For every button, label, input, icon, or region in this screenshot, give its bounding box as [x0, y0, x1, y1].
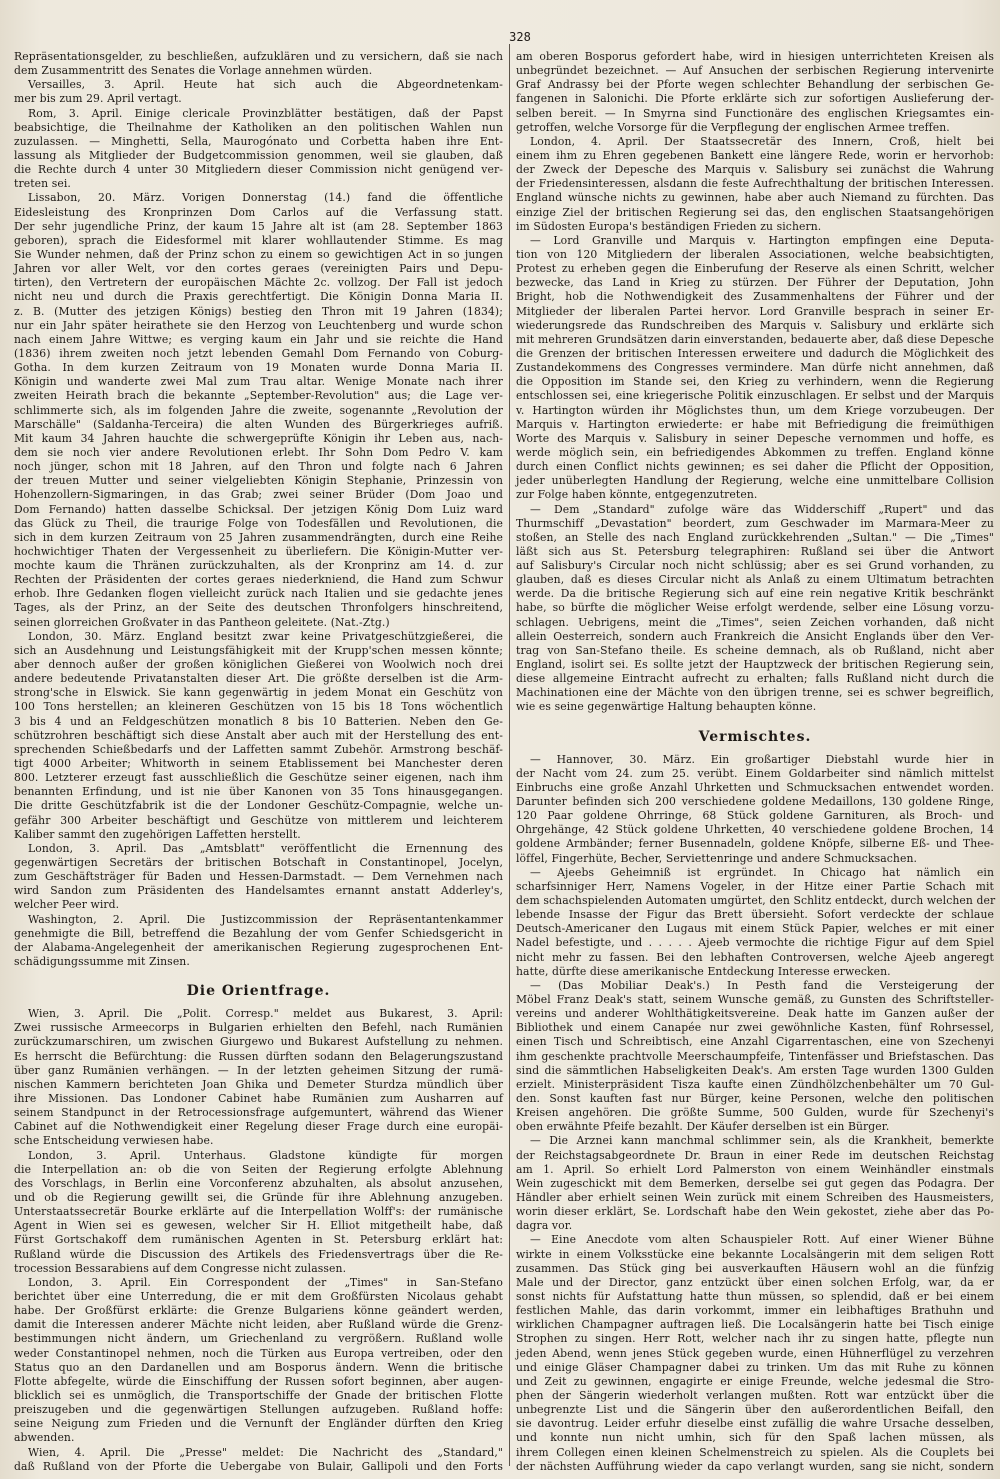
- text-line: und einige Gläser Champagner dabei zu trinken. Um das mit Ruhe zu können: [516, 1360, 994, 1374]
- text-line: Die dritte Geschützfabrik ist die der Londoner Geschütz-Compagnie, welche un-: [14, 799, 503, 813]
- text-line: werde möglich sein, ein befriedigendes Abkommen zu treffen. England könne: [516, 445, 994, 459]
- text-line: und ob die Regierung gewillt sei, die Gründe für ihre Ablehnung anzugeben.: [14, 1190, 503, 1204]
- text-line: den. Sonst kauften fast nur Bürger, keine Personen, welche den politischen: [516, 1091, 994, 1105]
- text-line: Strophen zu singen. Herr Rott, welcher nach ihr zu singen hatte, pflegte nun: [516, 1332, 994, 1346]
- text-line: dagra vor.: [516, 1219, 573, 1233]
- text-line: bestimmungen nicht ändern, um Griechenland zu vergrößern. Rußland wolle: [14, 1332, 503, 1346]
- text-line: nischen Kammern berichteten Joan Ghika und Demeter Sturdza mündlich über: [14, 1077, 503, 1091]
- text-line: ihrem Collegen einen kleinen Schelmenstreich zu spielen. Als die Couplets bei: [516, 1445, 994, 1459]
- text-line: jeder unüberlegten Handlung der Regierung, welche eine unmittelbare Collision: [516, 474, 994, 488]
- text-line: mit mehreren Grundsätzen darin einverstanden, bedauerte aber, daß diese Depesche: [516, 332, 994, 346]
- text-line: Deutsch-Americaner den Lugaus mit einem Stück Papier, welches er mit einer: [516, 922, 994, 936]
- text-line: (1836) ihrem zweiten noch jetzt lebenden Gemahl Dom Fernando von Coburg-: [14, 346, 503, 360]
- text-line: jeden Abend, wenn jenes Stück gegeben wurde, einen Hühnerflügel zu verzehren: [516, 1346, 994, 1360]
- text-line: treten sei.: [14, 177, 71, 191]
- text-line: tigt 4000 Arbeiter; Whitworth in seinem Etablissement bei Manchester deren: [14, 757, 503, 771]
- text-line: Status quo an den Dardanellen und am Bosporus ändern. Wenn die britische: [14, 1360, 503, 1374]
- text-line: zur Folge haben könnte, entgegenzutreten.: [516, 488, 758, 502]
- text-line: welcher Peer wird.: [14, 898, 120, 912]
- text-line: trocession Bessarabiens auf dem Congresse nicht zulassen.: [14, 1261, 347, 1275]
- text-line: ihre Missionen. Das Londoner Cabinet habe Rumänien zum Ausharren auf: [14, 1091, 503, 1105]
- text-line: beabsichtige, die Theilnahme der Katholiken an den politischen Wahlen nun: [14, 120, 503, 134]
- text-line: Washington, 2. April. Die Justizcommission der Repräsentantenkammer: [28, 912, 503, 926]
- text-line: glauben, daß es dieses Circular nicht als Anlaß zu einem Ultimatum betrachten: [516, 573, 994, 587]
- text-line: die Opposition im Stande sei, den Krieg zu verhindern, wenn die Regierung: [516, 375, 994, 389]
- text-line: selben bereit. — In Smyrna sind Functionäre des englischen Kriegsamtes ein-: [516, 106, 994, 120]
- text-line: sche Entscheidung verwiesen habe.: [14, 1134, 214, 1148]
- text-line: stoßen, an Stelle des nach England zurückkehrenden „Sultan." — Die „Times": [516, 530, 994, 544]
- text-line: Möbel Franz Deak's statt, seinem Wunsche gemäß, zu Gunsten des Schriftsteller-: [516, 993, 994, 1006]
- text-line: London, 3. April. Unterhaus. Gladstone kündigte für morgen: [28, 1148, 503, 1162]
- text-line: nicht neu und durch die Praxis gerechtfertigt. Die Königin Donna Maria II.: [14, 290, 503, 304]
- text-line: Nadel befestigte, und . . . . . Ajeeb vermochte die richtige Figur auf dem Spiel: [516, 936, 994, 950]
- text-line: schützrohren beschäftigt sich diese Anstalt aber auch mit der Herstellung des ent-: [14, 728, 503, 742]
- right-column: [516, 44, 996, 1473]
- text-line: allein Oesterreich, sondern auch Frankreich die Ansicht Englands über den Ver-: [516, 629, 994, 643]
- text-line: sind die sämmtlichen Habseligkeiten Deak's. Am ersten Tage wurden 1300 Gulden: [516, 1063, 994, 1077]
- text-line: phen der Sängerin wiederholt verlangen mußten. Rott war entzückt über die: [516, 1388, 994, 1402]
- text-line: die Rechte durch 4 unter 30 Mitgliedern dieser Commission nicht genügend ver-: [14, 163, 503, 177]
- text-line: nur ein Jahr später heirathete sie den Herzog von Leuchtenberg und wurde schon: [14, 318, 503, 332]
- text-line: des Vorschlags, in Berlin eine Vorconferenz abzuhalten, als absolut anzusehen,: [14, 1176, 503, 1190]
- text-line: bezwecke, das Land in Krieg zu stürzen. Der Führer der Deputation, John: [516, 276, 994, 290]
- text-line: Repräsentationsgelder, zu beschließen, aufzuklären und zu versichern, daß sie nach: [14, 50, 503, 63]
- text-line: — Ajeebs Geheimniß ist ergründet. In Chicago hat nämlich ein: [530, 865, 994, 879]
- text-line: damit die Interessen anderer Mächte nicht leiden, aber Rußland würde die Grenz-: [14, 1318, 503, 1332]
- text-line: zurückzumarschiren, um zwischen Giurgewo und Bukarest Aufstellung zu nehmen.: [14, 1035, 503, 1049]
- text-line: aber dennoch außer der großen königlichen Gießerei von Woolwich noch drei: [14, 658, 503, 672]
- text-line: noch jünger, schon mit 18 Jahren, auf den Thron und folgte nach 6 Jahren: [14, 460, 503, 474]
- text-line: Flotte abfegelte, würde die Einschiffung der Russen sofort beginnen, aber augen-: [14, 1374, 503, 1388]
- text-line: Gotha. In dem kurzen Zeitraum von 19 Monaten wurde Donna Maria II.: [14, 361, 503, 375]
- text-line: Zwei russische Armeecorps in Bulgarien erhielten den Befehl, nach Rumänien: [14, 1021, 503, 1035]
- text-line: sich an Ausdehnung und Leistungsfähigkeit mit der Krupp'schen messen könnte;: [14, 643, 503, 657]
- section-heading: Die Orientfrage.: [186, 983, 331, 1000]
- text-line: einen Tisch und Schreibtisch, eine Anzahl Cigarrentaschen, eine von Szechenyi: [516, 1035, 994, 1049]
- text-line: weder Constantinopel nehmen, noch die Türken aus Europa vertreiben, oder den: [14, 1346, 503, 1360]
- text-line: London, 3. April. Ein Correspondent der „Times" in San-Stefano: [28, 1275, 503, 1289]
- text-line: entschlossen sei, eine kriegerische Politik einzuschlagen. Er selbst und der Marquis: [516, 389, 994, 403]
- text-line: der treuen Mutter und seiner vielgeliebten Königin Stephanie, Prinzessin von: [14, 474, 503, 488]
- text-line: Der sehr jugendliche Prinz, der kaum 15 Jahre alt ist (am 28. September 1863: [14, 219, 503, 233]
- text-line: über ganz Rumänien verhängen. — In der letzten geheimen Sitzung der rumä-: [14, 1063, 503, 1077]
- text-line: mochte kaum die Thränen zurückzuhalten, als der Kronprinz am 14. d. zur: [14, 559, 503, 573]
- text-line: — Dem „Standard" zufolge wäre das Widderschiff „Rupert" und das: [530, 502, 994, 516]
- text-line: wirkte in einem Volksstücke eine bekannte Localsängerin mit dem seligen Rott: [516, 1247, 994, 1261]
- text-line: 100 Tons herstellen; an kleineren Geschützen von 15 bis 18 Tons wöchentlich: [14, 700, 503, 714]
- text-line: Bright, hob die Nothwendigkeit des Zusammenhaltens der Führer und der: [516, 290, 994, 304]
- text-line: England, isolirt sei. Es sollte jetzt der Hauptzweck der britischen Regierung sein,: [516, 658, 994, 672]
- text-line: seinen glorreichen Großvater in das Pantheon geleitete. (Nat.-Ztg.): [14, 615, 390, 629]
- text-line: löffel, Fingerhüte, Becher, Serviettenringe und andere Schmucksachen.: [516, 851, 918, 865]
- text-line: 3 bis 4 und an Feldgeschützen monatlich 8 bis 10 Batterien. Neben den Ge-: [14, 714, 503, 728]
- text-line: Einbruchs eine große Anzahl Uhrketten und Schmucksachen entwendet worden.: [516, 780, 994, 794]
- text-line: habe. Der Großfürst erklärte: die Grenze Bulgariens könne geändert werden,: [14, 1304, 503, 1318]
- text-line: am 1. April. So erhielt Lord Palmerston von einem Weinhändler einstmals: [516, 1162, 994, 1176]
- text-line: abwenden.: [14, 1431, 75, 1445]
- text-line: scharfsinniger Herr, Namens Vogeler, in der Hitze einer Partie Schach mit: [516, 879, 994, 893]
- text-line: schlagen. Uebrigens, meint die „Times", seien Zeichen vorhanden, daß nicht: [516, 615, 994, 629]
- section-heading: Vermischtes.: [698, 728, 812, 745]
- text-line: auf Salisbury's Circular noch nicht schlüssig; aber es sei Grund vorhanden, zu: [516, 559, 994, 573]
- text-line: lebende Insasse der Figur das Brett übersieht. Sofort verdeckte der schlaue: [516, 908, 994, 922]
- text-line: Darunter befinden sich 200 verschiedene goldene Medaillons, 130 goldene Ringe,: [516, 795, 994, 809]
- text-line: Eidesleistung des Kronprinzen Dom Carlos auf die Verfassung statt.: [14, 205, 503, 219]
- text-line: vereins und anderer Wohlthätigkeitsvereine. Deak hatte im Ganzen außer der: [516, 1007, 994, 1021]
- text-line: Graf Andrassy bei der Pforte wegen schlechter Behandlung der serbischen Ge-: [516, 78, 994, 92]
- text-line: London, 3. April. Das „Amtsblatt" veröffentlicht die Ernennung des: [28, 841, 503, 855]
- text-line: Sie Wunder nehmen, daß der Prinz schon zu einem so gewichtigen Act in so jungen: [14, 247, 503, 261]
- text-line: dem sie noch vier andere Revolutionen erlebt. Ihr Sohn Dom Pedro V. kam: [14, 445, 503, 459]
- text-line: sie davontrug. Leider erfuhr dieselbe einst zufällig die wahre Ursache desselben,: [516, 1417, 994, 1431]
- text-line: Kaliber sammt den zugehörigen Laffetten herstellt.: [14, 827, 301, 841]
- text-line: im Südosten Europa's beständigen Frieden zu sichern.: [516, 219, 822, 233]
- text-line: Lissabon, 20. März. Vorigen Donnerstag (14.) fand die öffentliche: [28, 191, 503, 205]
- text-line: hatte, dürfte diese amerikanische Entdeckung Interesse erwecken.: [516, 964, 891, 978]
- text-line: der nächsten Aufführung wieder da capo verlangt wurden, sang sie nicht, sondern: [516, 1459, 994, 1473]
- text-line: — (Das Mobiliar Deak's.) In Pesth fand die Versteigerung der: [530, 978, 994, 992]
- text-line: erhob. Ihre Gedanken flogen vielleicht zurück nach Italien und sie gedachte jenes: [14, 587, 503, 601]
- text-line: Machinationen eine der Mächte von den übrigen trenne, sei es schwer begreiflich,: [516, 686, 994, 700]
- text-line: Jahren vor aller Welt, vor den cortes geraes (vereinigten Pairs und Depu-: [14, 262, 503, 276]
- text-line: strong'sche in Elswick. Sie kann gegenwärtig in jedem Monat ein Geschütz von: [14, 686, 503, 700]
- text-line: daß Rußland von der Pforte die Uebergabe von Bulair, Gallipoli und den Forts: [14, 1459, 503, 1473]
- text-line: Male und der Director, ganz entzückt über einen solchen Erfolg, war, da er: [516, 1275, 994, 1289]
- text-line: geboren), sprach die Eidesformel mit klarer wohllautender Stimme. Es mag: [14, 233, 503, 247]
- text-line: dem schachspielenden Automaten umgürtet, den Schlitz entdeckt, durch welchen der: [516, 894, 996, 908]
- text-line: wiederungsrede das Rundschreiben des Marquis v. Salisbury und erklärte sich: [516, 318, 994, 332]
- text-line: seine Neigung zum Frieden und die Vernunft der Engländer dürften den Krieg: [14, 1417, 503, 1431]
- text-line: Protest zu erheben gegen die Einberufung der Reserve als einen Schritt, welcher: [516, 262, 994, 276]
- text-line: und konnte nun nicht umhin, sich für den Spaß lachen müssen, als: [516, 1431, 994, 1445]
- text-line: werde. Da die britische Regierung sich auf eine rein negative Kritik beschränkt: [516, 587, 994, 601]
- text-line: Bibliothek und einem Canapée nur zwei gewöhnliche Kasten, fünf Rohrsessel,: [516, 1021, 994, 1035]
- text-line: preiszugeben und die gegenwärtigen Stellungen aufzugeben. Rußland hoffe:: [14, 1403, 503, 1417]
- text-line: England wünsche nichts zu gewinnen, habe aber auch Niemand zu fürchten. Das: [516, 191, 994, 205]
- text-line: Thurmschiff „Devastation" beordert, zum Geschwader im Marmara-Meer zu: [516, 516, 994, 530]
- text-line: sich in dem kurzen Zeitraum von 25 Jahren zusammendrängten, durch eine Reihe: [14, 530, 503, 544]
- text-line: mer bis zum 29. April vertagt.: [14, 92, 182, 106]
- text-line: wird Sandon zum Präsidenten des Handelsamtes ernannt anstatt Adderley's,: [14, 884, 503, 898]
- text-line: genehmigte die Bill, betreffend die Bezahlung der vom Genfer Schiedsgericht in: [14, 926, 503, 940]
- text-line: seinem Standpunct in der Retrocessionsfrage aufgemuntert, während das Wiener: [14, 1106, 503, 1120]
- text-line: der Friedensinteressen, alsdann die feste Aufrechthaltung der britischen Interessen.: [516, 177, 994, 191]
- text-line: diese allgemeine Eintracht aufrecht zu erhalten; falls Rußland nicht durch die: [516, 672, 994, 686]
- text-line: Marschälle" (Saldanha-Terceira) die alten Wunden des Bürgerkrieges aufriß.: [14, 417, 503, 431]
- text-line: erzielt. Ministerpräsident Tisza kaufte einen Zündhölzchenbehälter um 70 Gul-: [516, 1077, 994, 1091]
- text-line: nicht mehr zu fassen. Bei den lebhaften Controversen, welche Ajeeb angeregt: [516, 950, 994, 964]
- text-line: Ohrgehänge, 42 Stück goldene Uhrketten, 40 verschiedene goldene Brochen, 14: [516, 823, 994, 837]
- text-line: schlimmerte sich, als im folgenden Jahre die zweite, sogenannte „Revolution der: [14, 403, 503, 417]
- text-line: Unterstaatssecretär Bourke erklärte auf die Interpellation Wolff's: der rumänische: [14, 1205, 503, 1219]
- text-line: Marquis v. Hartington erwiederte: er habe mit Befriedigung die freimüthigen: [516, 417, 994, 431]
- text-line: sonst nichts für Aufstattung hatte thun müssen, so splendid, daß er bei einem: [516, 1289, 994, 1303]
- text-line: einem ihm zu Ehren gegebenen Bankett eine längere Rede, worin er hervorhob:: [516, 148, 994, 162]
- text-line: — Eine Anecdote vom alten Schauspieler Rott. Auf einer Wiener Bühne: [530, 1233, 994, 1247]
- text-line: und Zeit zu gewinnen, engagirte er einige Freunde, welche jedesmal die Stro-: [516, 1374, 994, 1388]
- text-line: Versailles, 3. April. Heute hat sich auch die Abgeordnetenkam-: [28, 78, 503, 92]
- text-line: fangenen in Salonichi. Die Pforte erklärte sich zur sofortigen Auslieferung der-: [516, 92, 994, 106]
- text-line: sprechenden Schießbedarfs und der Laffetten sammt Zubehör. Armstrong beschäf-: [14, 742, 503, 756]
- text-line: andere bedeutende Privatanstalten dieser Art. Die größte derselben ist die Arm-: [14, 672, 503, 686]
- text-line: der Zweck der Depesche des Marquis v. Salisbury sei zunächst die Wahrung: [516, 163, 994, 177]
- text-line: worin dieser erklärt, Se. Lordschaft habe den Wein gekostet, ziehe aber das Po-: [516, 1205, 994, 1219]
- text-line: 800. Letzterer erzeugt fast ausschließlich die Geschütze seiner eigenen, nach ihm: [14, 771, 503, 785]
- text-line: Cabinet auf die Nothwendigkeit einer Regelung dieser Frage durch eine europäi-: [14, 1120, 503, 1134]
- text-line: Mit kaum 34 Jahren hauchte die schwergeprüfte Königin ihr Leben aus, nach-: [14, 431, 503, 445]
- text-line: die Interpellation an: ob die von Seiten der Regierung erfolgte Ablehnung: [14, 1162, 503, 1176]
- text-line: dem Zusammentritt des Senates die Vorlage annehmen würden.: [14, 64, 373, 78]
- text-line: läßt sich aus St. Petersburg telegraphiren: Rußland sei über die Antwort: [516, 544, 994, 558]
- text-line: London, 4. April. Der Staatssecretär des Innern, Croß, hielt bei: [530, 134, 994, 148]
- text-line: schädigungssumme mit Zinsen.: [14, 955, 190, 968]
- text-line: durch einen Conflict nichts gewinnen; es sei daher die Pflicht der Opposition,: [516, 460, 994, 474]
- text-line: benannten Erfindung, und ist nie über Kanonen von 35 Tons hinausgegangen.: [14, 785, 503, 799]
- text-line: Rom, 3. April. Einige clericale Provinzblätter bestätigen, daß der Papst: [28, 106, 503, 120]
- text-line: Dom Fernando) hatten dasselbe Schicksal. Der jetzigen König Dom Luiz ward: [14, 502, 503, 516]
- text-line: Rußland würde die Discussion des Artikels des Friedensvertrags über die Re-: [14, 1247, 503, 1261]
- text-line: unbegrenzte List und die Sängerin über den außerordentlichen Beifall, den: [516, 1403, 994, 1417]
- text-line: zweiten Heirath brach die bekannte „September-Revolution" aus; die Lage ver-: [14, 389, 503, 403]
- text-line: Es herrscht die Befürchtung: die Russen dürften sodann den Belagerungszustand: [14, 1049, 503, 1063]
- text-line: Rechten der Präsidenten der cortes geraes niederkniend, die Hand zum Schwur: [14, 573, 503, 587]
- text-line: getroffen, welche Vorsorge für die Verpflegung der englischen Armee treffen.: [516, 120, 950, 134]
- text-line: nach einem Jahre Wittwe; es verging kaum ein Jahr und sie reichte die Hand: [14, 332, 503, 346]
- text-line: zusammen. Das Stück ging bei ausverkauften Häusern wohl an die fünfzig: [516, 1261, 994, 1275]
- text-line: hochwichtiger Thaten der Vergessenheit zu überliefern. Die Königin-Mutter ver-: [14, 544, 503, 558]
- text-line: am oberen Bosporus gefordert habe, wird in hiesigen unterrichteten Kreisen als: [516, 50, 994, 63]
- text-line: — Die Arznei kann manchmal schlimmer sein, als die Krankheit, bemerkte: [530, 1134, 994, 1148]
- text-line: Fürst Gortschakoff dem rumänischen Agenten in St. Petersburg erklärt hat:: [14, 1233, 503, 1247]
- text-line: Tages, als der Prinz, an der Seite des deutschen Thronfolgers hinschreitend,: [14, 601, 503, 615]
- text-line: lassung als Mitglieder der Budgetcommission genommen, weil sie glauben, daß: [14, 148, 503, 162]
- text-line: zum Geschäftsträger für Baden und Hessen-Darmstadt. — Dem Vernehmen nach: [14, 870, 503, 884]
- text-line: Kreisen angehören. Die größte Summe, 500 Gulden, wurde für Szechenyi's: [516, 1106, 994, 1120]
- text-line: Mitglieder der liberalen Partei hervor. Lord Granville besprach in seiner Er-: [516, 304, 994, 318]
- text-line: gefähr 300 Arbeiter beschäftigt und Geschütze von mittlerem und leichterem: [14, 813, 503, 827]
- text-line: gegenwärtigen Secretärs der britischen Botschaft in Constantinopel, Jocelyn,: [14, 856, 503, 870]
- text-line: der Nacht vom 24. zum 25. verübt. Einem Goldarbeiter sind nämlich mittelst: [516, 766, 994, 780]
- text-line: einzige Ziel der britischen Regierung sei das, den englischen Staatsangehörigen: [516, 205, 994, 219]
- text-line: z. B. (Mutter des jetzigen Königs) bestieg den Thron mit 19 Jahren (1834);: [14, 304, 503, 318]
- text-line: tion von 120 Mitgliedern der liberalen Associationen, welche beabsichtigten,: [516, 247, 994, 261]
- text-line: Worte des Marquis v. Salisbury in seiner Depesche vernommen und hoffe, es: [516, 431, 994, 445]
- text-line: Wein zugeschickt mit dem Bemerken, derselbe sei gut gegen das Podagra. Der: [516, 1176, 994, 1190]
- text-line: Königin und wanderte zwei Mal zum Trau altar. Wenige Monate nach ihrer: [14, 375, 503, 389]
- text-line: Wien, 3. April. Die „Polit. Corresp." meldet aus Bukarest, 3. April:: [28, 1007, 503, 1021]
- left-column: [14, 44, 503, 1473]
- text-line: habe, so bürfte die möglicher Weise erfolgt werdende, selber eine Lösung vorzu-: [516, 601, 994, 615]
- text-line: die Grenzen der britischen Interessen erweitere und dadurch die Möglichkeit des: [516, 346, 994, 360]
- text-line: blicklich sei es unmöglich, die Transportschiffe der Gnade der britischen Flotte: [14, 1388, 503, 1402]
- text-line: Agent in Wien sei es gewesen, welcher Sir H. Elliot mitgetheilt habe, daß: [14, 1219, 503, 1233]
- text-line: Zustandekommens des Congresses vermindere. Man dürfe nicht annehmen, daß: [516, 361, 994, 375]
- text-line: wie es seine gegenwärtige Haltung behaupten könne.: [516, 700, 817, 714]
- text-line: trag von San-Stefano theile. Es scheine demnach, als ob Rußland, nicht aber: [516, 643, 994, 657]
- text-line: ihm geschenkte prachtvolle Meerschaumpfeife, Tintenfässer und Briefstaschen. Das: [516, 1049, 994, 1063]
- text-line: tirten), den Vertretern der europäischen Mächte 2c. vollzog. Der Fall ist jedoch: [14, 276, 503, 290]
- text-line: das Glück zu Theil, die traurige Folge von Todesfällen und Revolutionen, die: [14, 516, 503, 530]
- text-line: — Hannover, 30. März. Ein großartiger Diebstahl wurde hier in: [530, 752, 994, 766]
- text-line: London, 30. März. England besitzt zwar keine Privatgeschützgießerei, die: [28, 629, 503, 643]
- text-line: goldene Armbänder; ferner Busennadeln, goldene Knöpfe, silberne Eß- und Thee-: [516, 837, 994, 851]
- text-line: Wien, 4. April. Die „Presse" meldet: Die Nachricht des „Standard,": [28, 1445, 503, 1459]
- text-line: — Lord Granville und Marquis v. Hartington empfingen eine Deputa-: [530, 233, 994, 247]
- text-line: unbegründet bezeichnet. — Auf Ansuchen der serbischen Regierung intervenirte: [516, 64, 994, 78]
- text-line: der Alabama-Angelegenheit der amerikanischen Regierung zugesprochenen Ent-: [14, 940, 503, 954]
- text-line: 120 Paar goldene Ohrringe, 68 Stück goldene Garnituren, als Broch- und: [516, 809, 994, 823]
- text-line: berichtet über eine Unterredung, die er mit dem Großfürsten Nicolaus gehabt: [14, 1289, 503, 1303]
- text-line: v. Hartington würden ihr Möglichstes thun, um dem Kriege vorzubeugen. Der: [516, 403, 994, 417]
- text-line: Hohenzollern-Sigmaringen, in das Grab; zwei seiner Brüder (Dom Joao und: [14, 488, 503, 502]
- column-rule: [509, 44, 510, 1466]
- text-line: oben erwähnte Pfeife bezahlt. Der Käufer derselben ist ein Bürger.: [516, 1120, 890, 1134]
- text-line: festlichen Mahle, das darin vorkommt, immer ein leibhaftiges Brathuhn und: [516, 1304, 994, 1318]
- text-line: der Reichstagsabgeordnete Dr. Braun in einer Rede im deutschen Reichstag: [516, 1148, 994, 1162]
- text-line: wirklichen Champagner auftragen ließ. Die Localsängerin hatte bei Tisch einige: [516, 1318, 994, 1332]
- page-number: 328: [509, 30, 531, 44]
- text-line: Händler aber erhielt seinen Wein zurück mit einem Schreiben des Hausmeisters,: [516, 1190, 994, 1204]
- text-line: zuzulassen. — Minghetti, Sella, Maurogónato und Corbetta haben ihre Ent-: [14, 134, 503, 148]
